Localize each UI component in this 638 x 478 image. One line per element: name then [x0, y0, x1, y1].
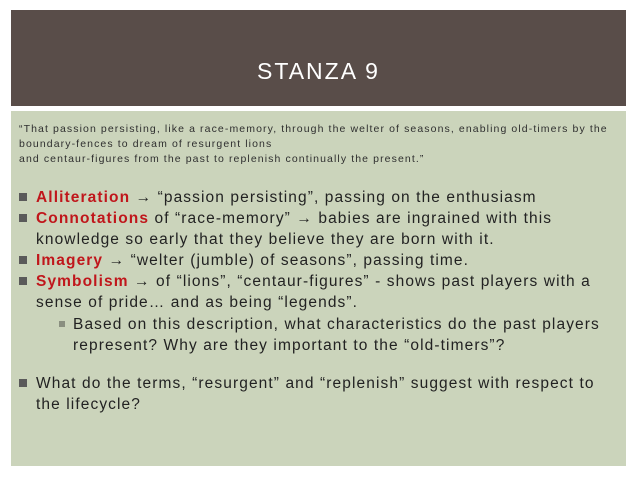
- term-label: Symbolism: [36, 273, 129, 290]
- poem-quote: [19, 122, 619, 167]
- square-bullet-icon: [19, 193, 27, 201]
- term-label: Connotations: [36, 210, 150, 227]
- term-label: Alliteration: [36, 189, 131, 206]
- bullet-alliteration: [19, 187, 623, 208]
- bullet-imagery: [19, 250, 623, 271]
- quote-line-1: “That passion persisting, like a race-memory, through the welter of seasons, enabling old-timers by the boundary-fences to dream of resurgent lions: [19, 123, 608, 150]
- content-panel: [11, 111, 626, 466]
- square-bullet-icon: [19, 256, 27, 264]
- bullet-list: [19, 187, 623, 415]
- square-sub-bullet-icon: [59, 321, 65, 327]
- slide-title: STANZA 9: [257, 58, 380, 84]
- arrow-right-icon: →: [135, 189, 153, 206]
- bullet-text: of “lions”, “centaur-figures” - shows past players with a sense of pride… and as being “legends”.: [36, 273, 591, 311]
- bullet-connotations: [19, 208, 623, 250]
- quote-line-2: and centaur-figures from the past to replenish continually the present.”: [19, 153, 425, 165]
- square-bullet-icon: [19, 277, 27, 285]
- title-bar: [11, 10, 626, 106]
- sub-bullet-question: [19, 314, 623, 356]
- term-label: Imagery: [36, 252, 104, 269]
- square-bullet-icon: [19, 379, 27, 387]
- bullet-text: “passion persisting”, passing on the enthusiasm: [152, 189, 537, 206]
- bullet-symbolism: [19, 271, 623, 313]
- bullet-final-question: [19, 373, 623, 415]
- arrow-right-icon: →: [134, 273, 151, 290]
- bullet-text: “welter (jumble) of seasons”, passing time.: [125, 252, 470, 269]
- bullet-text: babies are ingrained with this knowledge so early that they believe they are born with it.: [36, 210, 553, 248]
- arrow-right-icon: →: [108, 252, 126, 269]
- final-question-text: What do the terms, “resurgent” and “replenish” suggest with respect to the lifecycle?: [36, 375, 595, 413]
- bullet-pre-text: of “race-memory”: [149, 210, 297, 227]
- square-bullet-icon: [19, 214, 27, 222]
- arrow-right-icon: →: [296, 210, 313, 227]
- sub-question-text: Based on this description, what characteristics do the past players represent? Why are they important to the “old-timers”?: [73, 316, 600, 354]
